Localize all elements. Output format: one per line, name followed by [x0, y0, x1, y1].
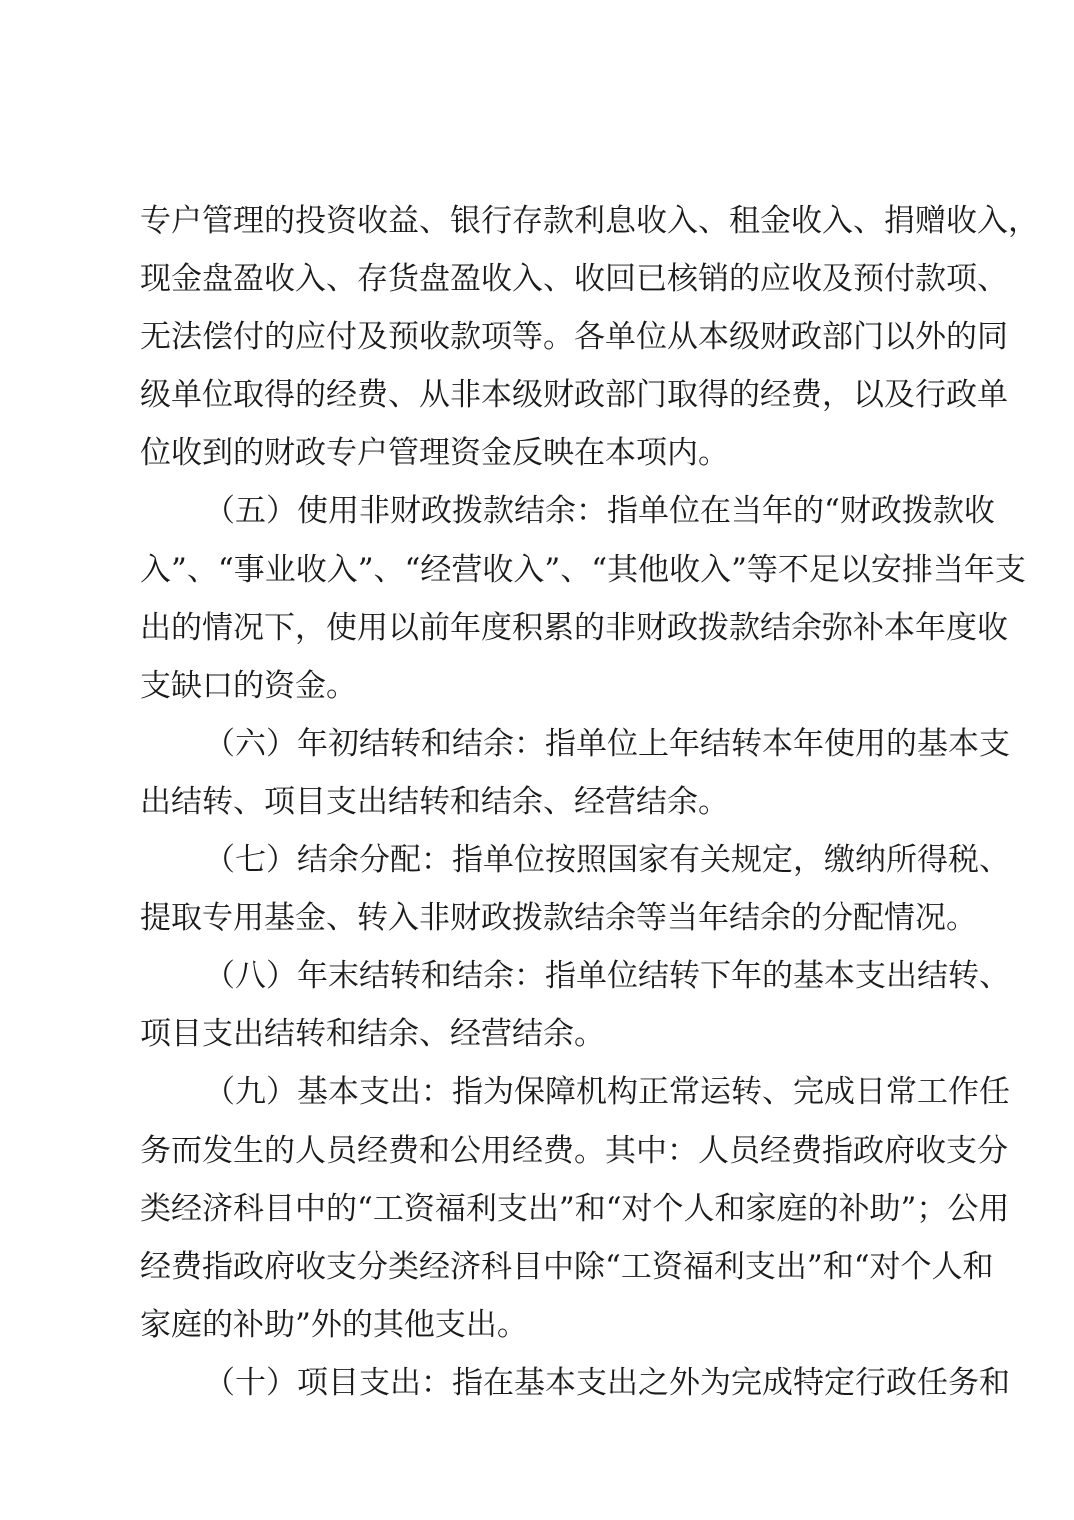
text-line: 无法偿付的应付及预收款项等。各单位从本级财政部门以外的同 [140, 319, 1008, 356]
text-line: 出的情况下，使用以前年度积累的非财政拨款结余弥补本年度收 [140, 609, 1008, 646]
paragraph-heading-line: （七）结余分配：指单位按照国家有关规定，缴纳所得税、 [204, 842, 1010, 879]
paragraph-heading-line: （六）年初结转和结余：指单位上年结转本年使用的基本支 [204, 725, 1010, 762]
text-line: 支缺口的资金。 [140, 667, 357, 704]
text-line: 专户管理的投资收益、银行存款利息收入、租金收入、捐赠收入， [140, 203, 1039, 239]
paragraph-heading-line: （九）基本支出：指为保障机构正常运转、完成日常工作任 [204, 1074, 1010, 1111]
document-body [140, 192, 1039, 1412]
text-line: 级单位取得的经费、从非本级财政部门取得的经费，以及行政单 [140, 377, 1008, 414]
text-line: 项目支出结转和结余、经营结余。 [140, 1016, 605, 1053]
text-line: 现金盘盈收入、存货盘盈收入、收回已核销的应收及预付款项、 [140, 261, 1008, 298]
text-line: 家庭的补助”外的其他支出。 [140, 1306, 528, 1343]
text-line: 位收到的财政专户管理资金反映在本项内。 [140, 435, 729, 472]
paragraph-heading-line: （十）项目支出：指在基本支出之外为完成特定行政任务和 [204, 1364, 1010, 1401]
text-line: 入”、“事业收入”、“经营收入”、“其他收入”等不足以安排当年支 [140, 551, 1026, 588]
text-line: 务而发生的人员经费和公用经费。其中：人员经费指政府收支分 [140, 1132, 1008, 1169]
paragraph-heading-line: （五）使用非财政拨款结余：指单位在当年的“财政拨款收 [204, 493, 995, 530]
paragraph-heading-line: （八）年末结转和结余：指单位结转下年的基本支出结转、 [204, 958, 1010, 995]
text-line: 类经济科目中的“工资福利支出”和“对个人和家庭的补助”；公用 [140, 1190, 1010, 1227]
text-line: 经费指政府收支分类经济科目中除“工资福利支出”和“对个人和 [140, 1248, 994, 1285]
text-line: 出结转、项目支出结转和结余、经营结余。 [140, 783, 729, 820]
text-line: 提取专用基金、转入非财政拨款结余等当年结余的分配情况。 [140, 900, 977, 937]
